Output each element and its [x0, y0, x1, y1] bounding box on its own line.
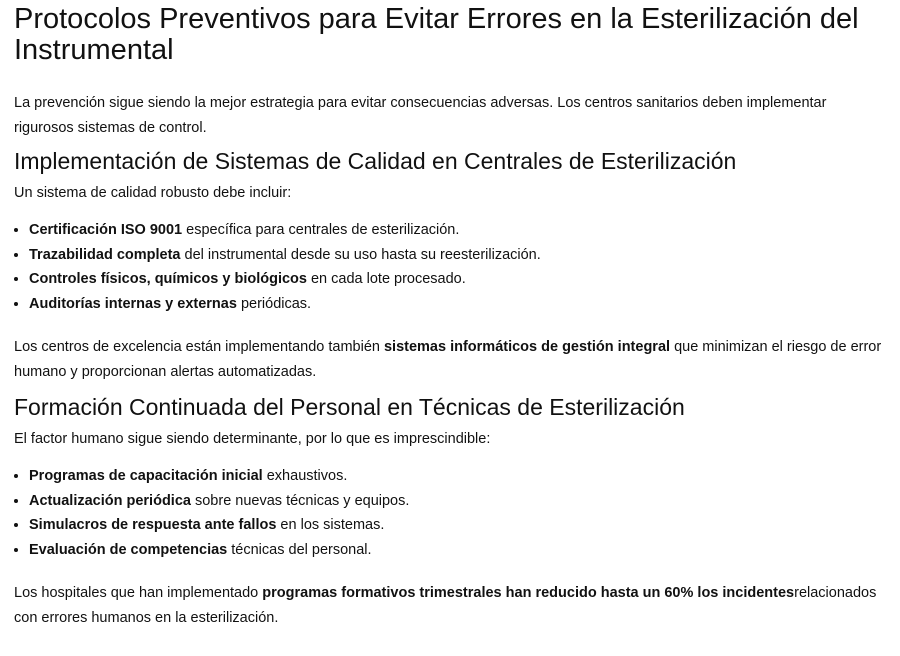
list-item-text: del instrumental desde su uso hasta su reesterilización. — [180, 246, 541, 263]
closing-text: Los centros de excelencia están implementando también — [14, 339, 384, 355]
closing-text: Los hospitales que han implementado — [14, 585, 263, 601]
intro-paragraph: La prevención sigue siendo la mejor estrategia para evitar consecuencias adversas. Los centros sanitarios deben implementar rigurosos sistemas de control. — [14, 95, 827, 136]
list-item-text: sobre nuevas técnicas y equipos. — [190, 492, 410, 509]
list-item-bold: Simulacros de respuesta ante fallos — [29, 517, 277, 533]
list-item-bold: Auditorías internas y externas — [29, 295, 237, 312]
list-item-bold: Certificación ISO 9001 — [29, 222, 183, 238]
closing-text: relacionados con errores humanos en la esterilización. — [14, 585, 877, 626]
quality-systems-list — [14, 218, 886, 316]
list-item — [29, 267, 886, 292]
list-item-bold: Trazabilidad completa — [29, 246, 181, 263]
list-item-text: periódicas. — [236, 295, 312, 312]
list-item-text: en cada lote procesado. — [306, 271, 466, 287]
list-item — [29, 292, 886, 317]
list-item — [29, 489, 886, 514]
closing-text: que minimizan el riesgo de error humano y proporcionan alertas automatizadas. — [14, 339, 882, 380]
list-item — [29, 243, 886, 268]
quality-systems-closing-paragraph — [14, 335, 886, 385]
list-item — [29, 513, 886, 538]
staff-training-closing-paragraph — [14, 581, 886, 631]
list-item-text: en los sistemas. — [276, 517, 385, 533]
list-item-text: específica para centrales de esterilización. — [182, 222, 460, 238]
list-item — [29, 538, 886, 563]
list-item-text: exhaustivos. — [262, 468, 348, 484]
list-item-bold: Evaluación de competencias — [29, 541, 228, 558]
section-lead-staff-training: El factor humano sigue siendo determinante, por lo que es imprescindible: — [14, 431, 491, 447]
list-item-text: técnicas del personal. — [227, 541, 372, 558]
page-title: Protocolos Preventivos para Evitar Errores en la Esterilización del Instrumental — [14, 3, 859, 66]
section-heading-staff-training: Formación Continuada del Personal en Técnicas de Esterilización — [14, 394, 685, 420]
list-item-bold: Actualización periódica — [29, 492, 191, 509]
list-item — [29, 218, 886, 243]
list-item-bold: Controles físicos, químicos y biológicos — [29, 271, 307, 287]
section-heading-quality-systems: Implementación de Sistemas de Calidad en Centrales de Esterilización — [14, 148, 737, 174]
list-item — [29, 464, 886, 489]
section-lead-quality-systems: Un sistema de calidad robusto debe incluir: — [14, 185, 292, 201]
staff-training-list — [14, 464, 886, 562]
closing-bold-text: sistemas informáticos de gestión integral — [383, 339, 671, 355]
closing-bold-text: programas formativos trimestrales han reducido hasta un 60% los incidentes — [262, 585, 795, 601]
list-item-bold: Programas de capacitación inicial — [29, 468, 263, 484]
